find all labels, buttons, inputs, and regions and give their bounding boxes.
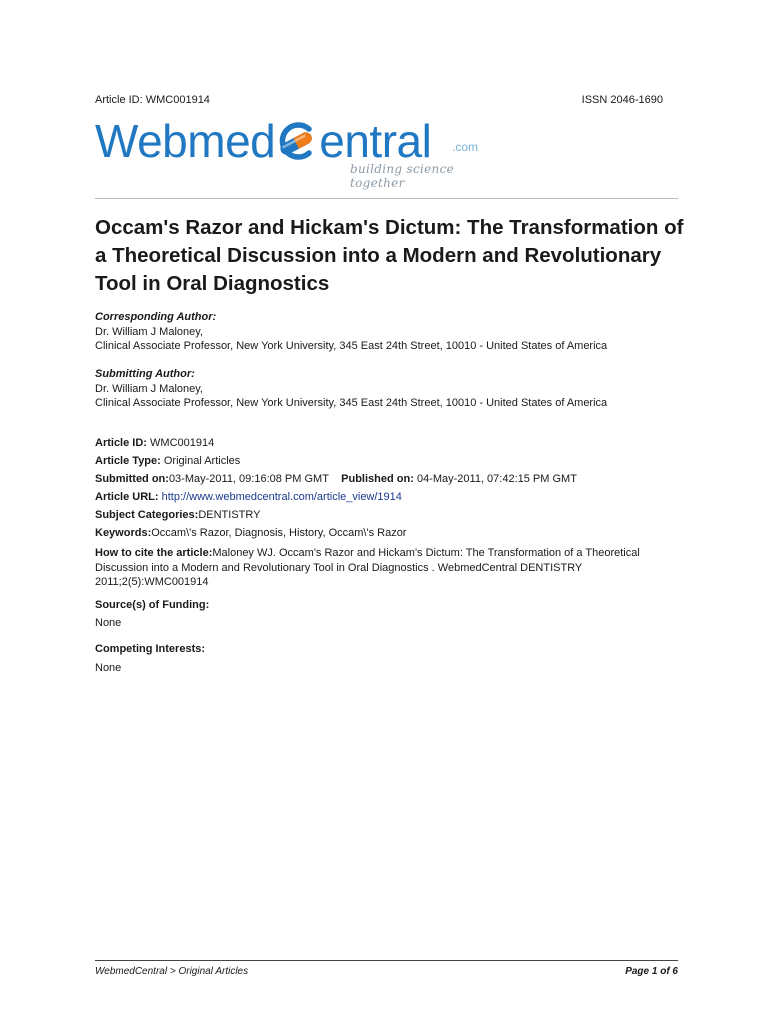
meta-citation (95, 546, 685, 590)
meta-keywords (95, 526, 685, 541)
logo-word-start: Webmed (95, 115, 276, 167)
submitting-author-name: Dr. William J Maloney, (95, 382, 203, 395)
meta-keywords-label: Keywords: (95, 527, 152, 539)
meta-cite-value: Maloney WJ. Occam's Razor and Hickam's Dictum: The Transformation of a Theoretical Discussion into a Modern and Revolutionary Tool in Oral Diagnostics . WebmedCentral DENTISTRY 2011;2(5):WMC001914 (95, 547, 640, 588)
logo-wordmark (95, 116, 431, 166)
submitting-author-block (95, 367, 695, 411)
article-url-link[interactable]: http://www.webmedcentral.com/article_view/1914 (161, 491, 402, 503)
footer-page-number: Page 1 of 6 (625, 966, 678, 977)
meta-published-value: 04-May-2011, 07:42:15 PM GMT (413, 473, 577, 485)
meta-published-label: Published on: (341, 473, 414, 485)
competing-label-text: Competing Interests: (95, 643, 206, 655)
footer-breadcrumb: WebmedCentral > Original Articles (95, 966, 249, 977)
meta-article-type (95, 454, 685, 469)
meta-article-type-label: Article Type: (95, 455, 161, 467)
corresponding-author-name: Dr. William J Maloney, (95, 325, 203, 338)
meta-article-url (95, 490, 685, 505)
funding-label (95, 598, 685, 613)
meta-article-id-value: WMC001914 (146, 437, 215, 449)
funding-value: None (95, 617, 122, 629)
header-divider (95, 198, 678, 199)
meta-submitted-label: Submitted on: (95, 473, 169, 485)
corresponding-author-block (95, 310, 695, 354)
competing-value: None (95, 662, 122, 674)
header-issn: ISSN 2046-1690 (581, 94, 663, 106)
article-title: Occam's Razor and Hickam's Dictum: The Transformation of a Theoretical Discussion into a Modern and Revolutionary Tool in Oral Diagnostics (95, 216, 684, 295)
meta-article-id (95, 436, 685, 451)
funding-label-text: Source(s) of Funding: (95, 599, 210, 611)
meta-dates (95, 472, 685, 487)
logo-tagline: building science together (350, 162, 454, 190)
meta-article-id-label: Article ID: (95, 437, 147, 449)
meta-subject-value: DENTISTRY (198, 509, 261, 521)
meta-article-type-value: Original Articles (160, 455, 241, 467)
header-article-id: Article ID: WMC001914 (95, 94, 210, 106)
logo-word-end: entral (319, 115, 432, 167)
logo-dotcom: .com (452, 140, 479, 154)
competing-label (95, 642, 685, 657)
submitting-author-label: Submitting Author: (95, 368, 195, 380)
submitting-author-affiliation: Clinical Associate Professor, New York University, 345 East 24th Street, 10010 - United States of America (95, 397, 608, 409)
meta-cite-label: How to cite the article: (95, 547, 213, 559)
corresponding-author-affiliation: Clinical Associate Professor, New York University, 345 East 24th Street, 10010 - United States of America (95, 340, 608, 352)
meta-keywords-value: Occam\'s Razor, Diagnosis, History, Occam\'s Razor (151, 527, 407, 539)
meta-url-label: Article URL: (95, 491, 159, 503)
webmedcentral-logo (95, 110, 495, 190)
corresponding-author-label: Corresponding Author: (95, 311, 217, 323)
capsule-c-icon (275, 121, 319, 161)
meta-submitted-value: 03-May-2011, 09:16:08 PM GMT (168, 473, 329, 485)
meta-subject (95, 508, 685, 523)
meta-subject-label: Subject Categories: (95, 509, 199, 521)
footer-divider (95, 960, 678, 961)
